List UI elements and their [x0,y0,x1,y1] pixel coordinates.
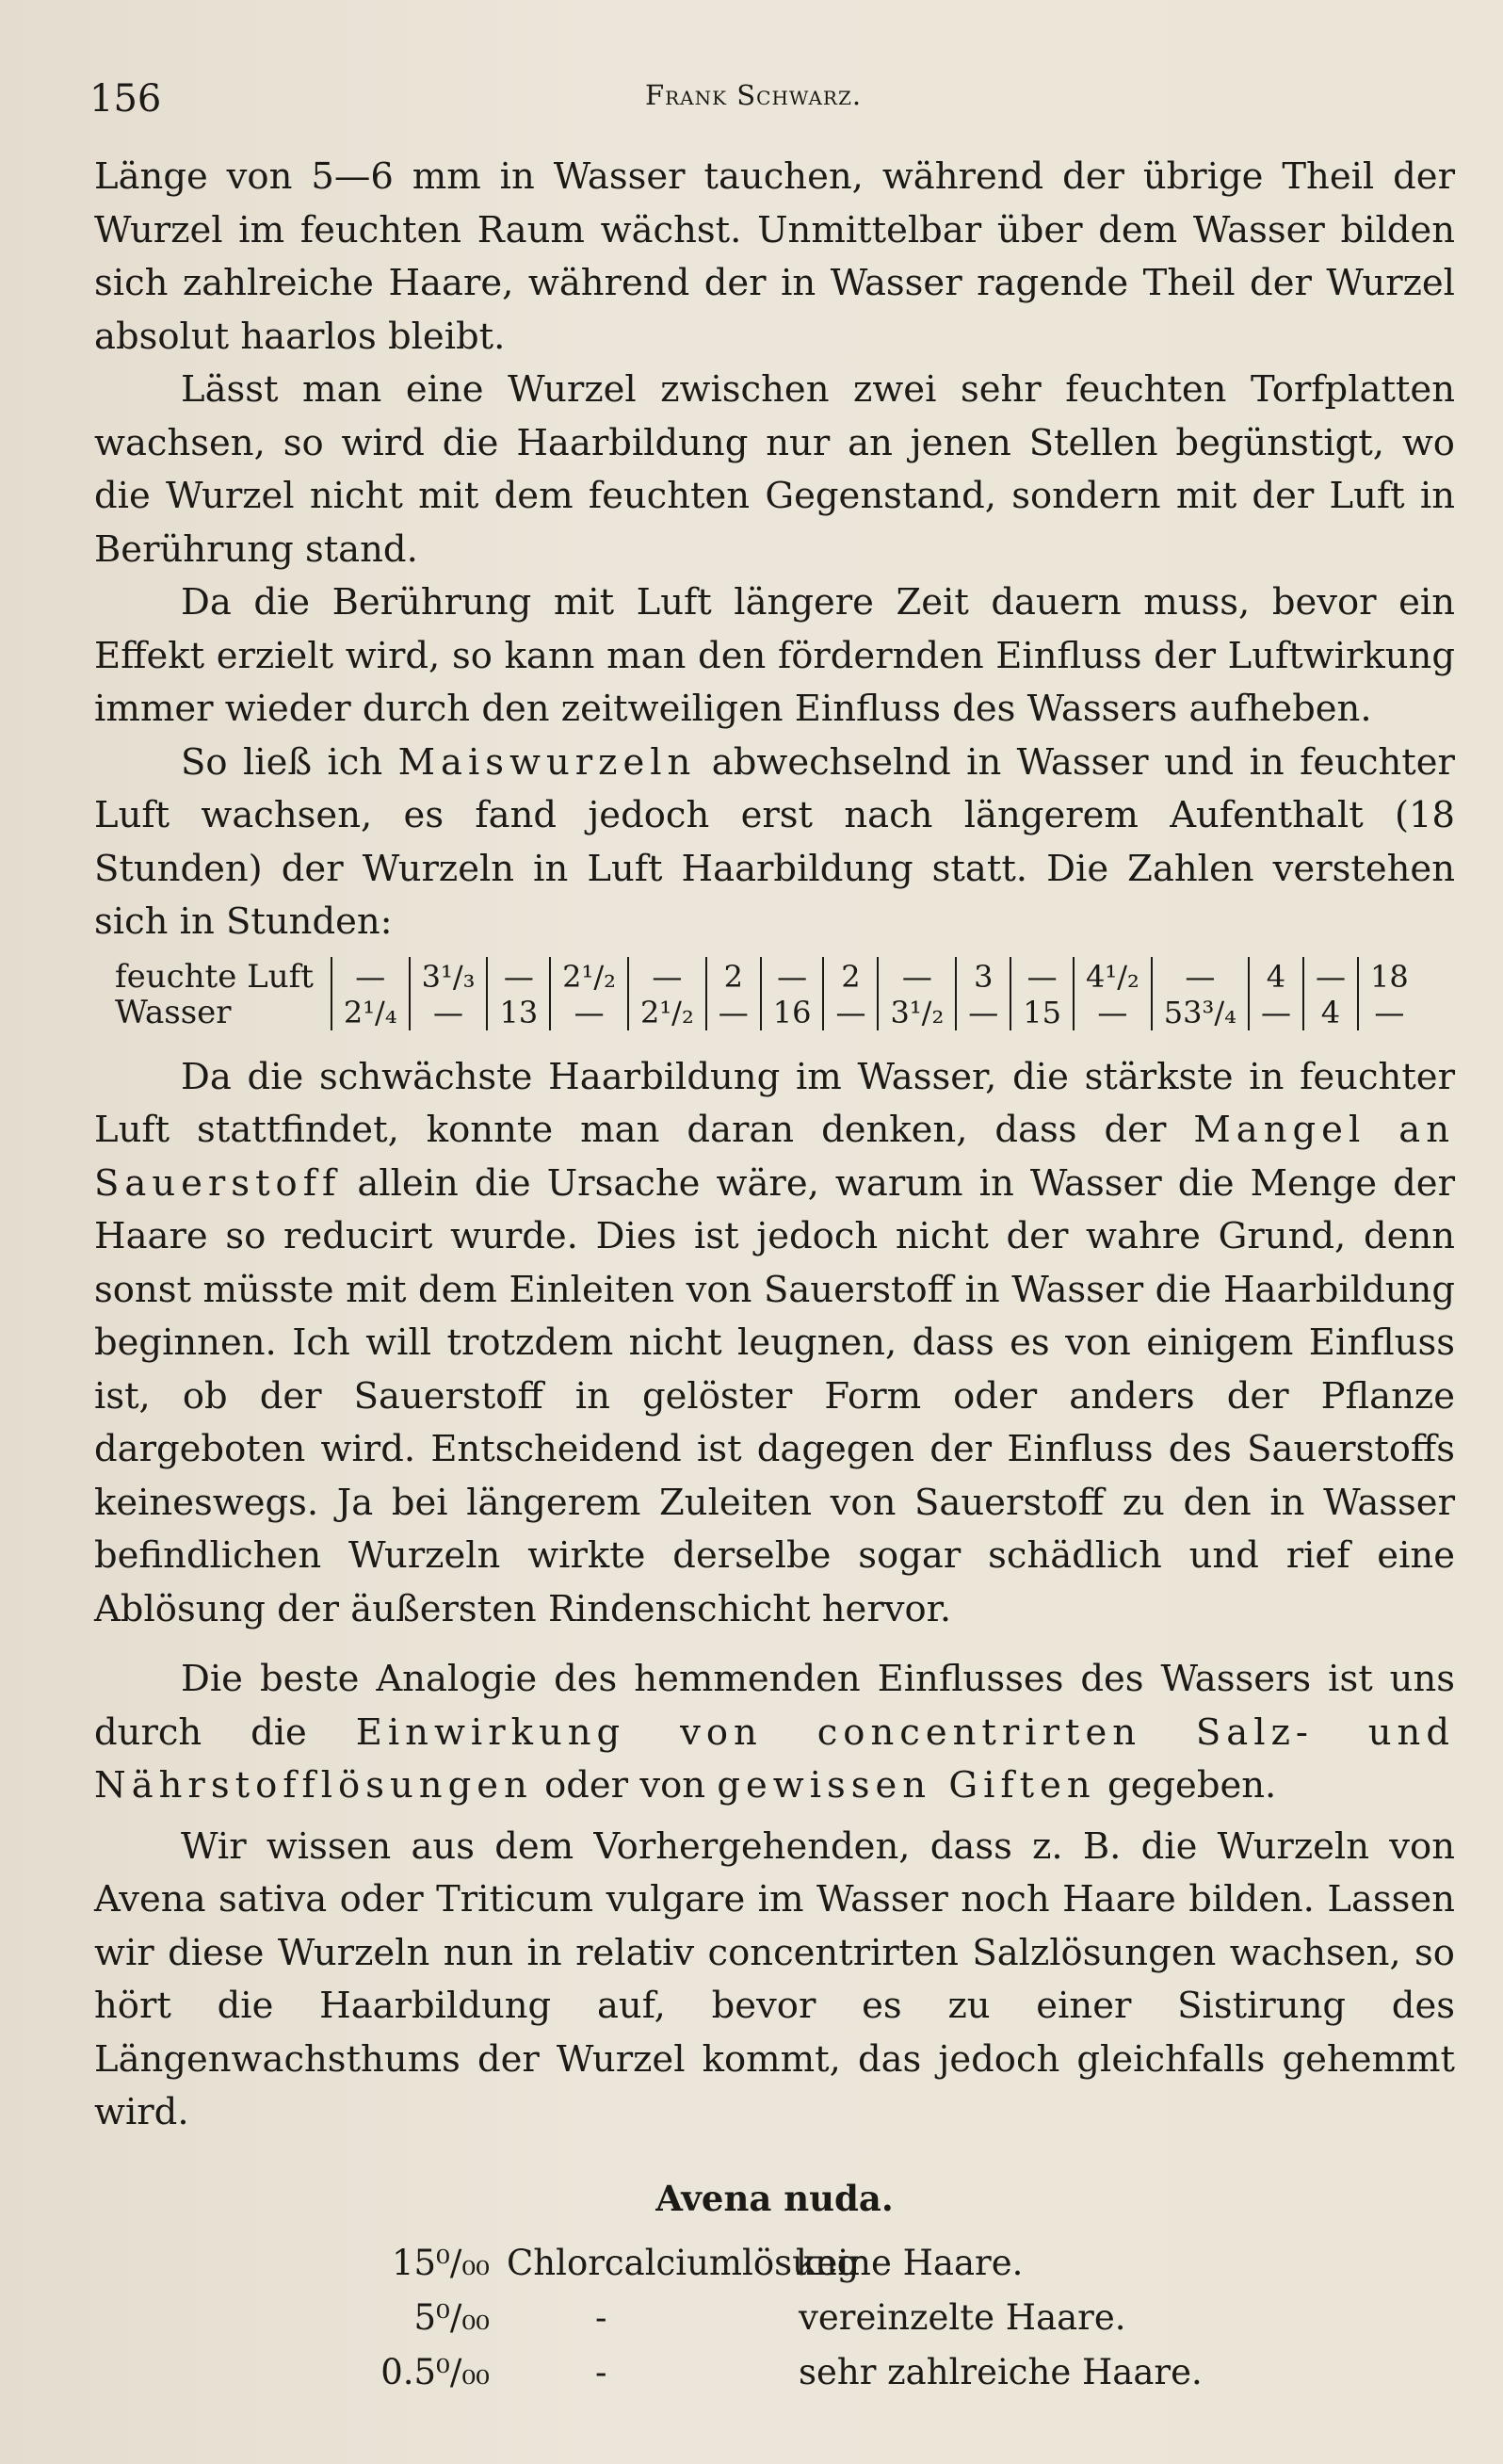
page-header [89,77,1455,124]
paragraph-7: Wir wissen aus dem Vorhergehenden, dass z. B. die Wurzeln von Avena sativa oder Triticum vulgare im Wasser noch Haare bilden. Lassen wir diese Wurzeln nun in relativ concentrirten Salzlösungen wachsen, so hört die Haarbildung auf, bevor es zu einer Sistirung des Längenwachsthums der Wurzel kommt, das jedoch gleichfalls gehemmt wird. [94,1824,1455,2133]
table-cell: 53³/₄ [1152,995,1249,1030]
ditto-mark: - [595,2296,607,2338]
row-label-wasser: Wasser [115,993,232,1031]
table-cell: — [956,995,1010,1030]
table-cell: 18 [1358,957,1420,995]
table-cell: 4 [1249,957,1303,995]
paragraph-5-text-a: Da die schwächste Haarbildung im Wasser, die stärkste in feuchter Luft stattfindet, konnte man daran denken, dass der [94,1055,1455,1151]
table-cell: — [1303,957,1358,995]
paragraph-6 [94,1653,1455,1813]
table-cell: 4 [1303,995,1358,1030]
paragraph-5 [94,1051,1455,1637]
table-cell: 2¹/₂ [628,995,706,1030]
table-cell: 2 [823,957,878,995]
table-row-wasser [115,995,1420,1030]
solution-result: vereinzelte Haare. [799,2296,1126,2338]
table-cell: — [761,957,824,995]
table-cell: 2¹/₄ [331,995,410,1030]
table-cell: 2 [706,957,761,995]
spaced-term-maiswurzeln: Maiswurzeln [397,740,697,784]
table-cell: — [1358,995,1420,1030]
paragraph-1: Länge von 5—6 mm in Wasser tauchen, während der übrige Theil der Wurzel im feuchten Raum wächst. Unmittelbar über dem Wasser bilden sich zahlreiche Haare, während der in Wasser ragende Theil der Wurzel absolut haarlos bleibt. [94,155,1455,358]
table-row-feuchte-luft [115,957,1420,995]
paragraph-4-text-c: abwechselnd in Wasser und in feuchter Luft wachsen, es fand jedoch erst nach längerem Aufenthalt (18 Stunden) der Wurzeln in Luft Haarbildung statt. Die Zahlen verstehen sich in Stunden: [94,740,1455,943]
paragraph-4-text-a: So ließ ich [181,740,383,784]
list-item [94,2291,1455,2345]
solution-concentration: 5⁰/₀₀ [413,2296,490,2338]
table-cell: — [628,957,706,995]
section-title: Avena nuda. [655,2177,894,2219]
table-cell: — [1074,995,1152,1030]
solution-result: sehr zahlreiche Haare. [799,2351,1203,2392]
spaced-term-einwirkung: Einwirkung von concentrirten Salz- und Nährstofflösungen [94,1710,1455,1807]
hours-table [115,957,1420,1030]
solution-name: Chlorcalciumlösung [507,2242,860,2283]
table-cell: 3 [956,957,1010,995]
paragraph-3: Da die Berührung mit Luft längere Zeit dauern muss, bevor ein Effekt erzielt wird, so kann man den fördernden Einfluss der Luftwirkung immer wieder durch den zeitweiligen Einfluss des Wassers aufheben. [94,581,1455,730]
table-cell: — [487,957,550,995]
row-label-feuchte-luft: feuchte Luft [115,957,314,996]
table-cell: — [331,957,410,995]
paragraph-4 [94,737,1455,949]
ditto-mark: - [595,2351,607,2392]
spaced-term-gewissen-giften: gewissen Giften [717,1764,1096,1807]
running-head: Frank Schwarz. [645,79,863,111]
solution-concentration: 0.5⁰/₀₀ [380,2351,490,2392]
paragraph-6-text-c: oder von [544,1764,706,1807]
list-item [94,2236,1455,2291]
table-cell: 13 [487,995,550,1030]
table-cell: 3¹/₂ [878,995,956,1030]
table-cell: — [550,995,628,1030]
table-cell: — [1249,995,1303,1030]
table-cell: 15 [1010,995,1074,1030]
table-cell: 3¹/₃ [410,957,488,995]
table-cell: 4¹/₂ [1074,957,1152,995]
paragraph-6-text-a: Die beste Analogie des hemmenden Einflusses des Wassers ist uns durch die [94,1658,1455,1754]
solutions-list [94,2236,1455,2400]
solution-concentration: 15⁰/₀₀ [391,2242,490,2283]
table-cell: 16 [761,995,824,1030]
paragraph-2: Lässt man eine Wurzel zwischen zwei sehr feuchten Torfplatten wachsen, so wird die Haarbildung nur an jenen Stellen begünstigt, wo die Wurzel nicht mit dem feuchten Gegenstand, sondern mit der Luft in Berührung stand. [94,368,1455,571]
table-cell: — [706,995,761,1030]
table-cell: — [1152,957,1249,995]
page-number: 156 [89,77,162,121]
table-cell: — [410,995,488,1030]
table-cell: — [878,957,956,995]
table-cell: 2¹/₂ [550,957,628,995]
table-cell: — [1010,957,1074,995]
page-body [94,151,1455,2400]
table-cell: — [823,995,878,1030]
paragraph-6-text-e: gegeben. [1107,1764,1277,1807]
solution-result: keine Haare. [796,2242,1024,2283]
list-item [94,2345,1455,2400]
spaced-term-mangel-an-sauerstoff: Mangel an Sauerstoff [94,1109,1456,1205]
paragraph-5-text-c: allein die Ursache wäre, warum in Wasser die Menge der Haare so reducirt wurde. Dies ist jedoch nicht der wahre Grund, denn sonst müsste mit dem Einleiten von Sauerstoff in Wasser die Haarbildung beginnen. Ich will trotzdem nicht leugnen, dass es von einigem Einfluss ist, ob der Sauerstoff in gelöster Form oder anders der Pflanze dargeboten wird. Entscheidend ist dagegen der Einfluss des Sauerstoffs keineswegs. Ja bei längerem Zuleiten von Sauerstoff zu den in Wasser befindlichen Wurzeln wirkte derselbe sogar schädlich und rief eine Ablösung der äußersten Rindenschicht hervor. [94,1161,1455,1630]
